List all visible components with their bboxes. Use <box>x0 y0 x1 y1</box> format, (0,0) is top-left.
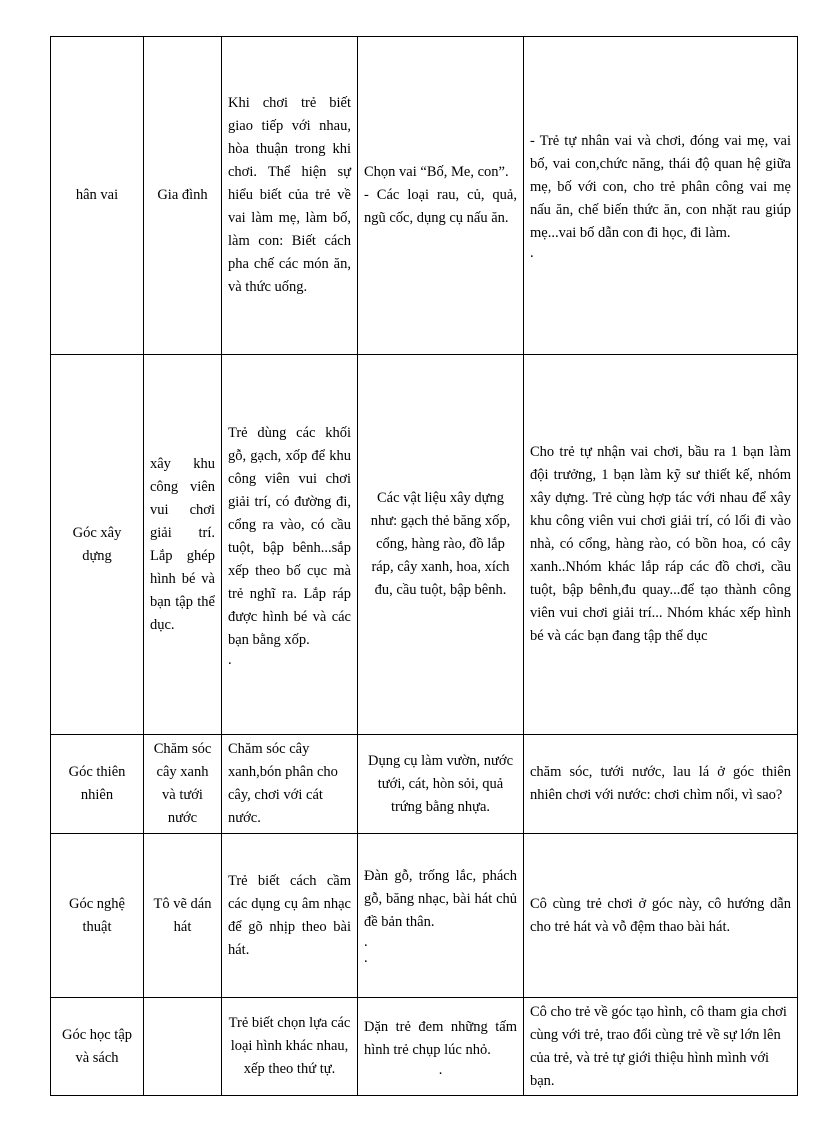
table-row <box>51 355 798 735</box>
materials-text: Đàn gỗ, trống lắc, phách gỗ, băng nhạc, bài hát chủ đề bản thân. <box>364 868 517 930</box>
materials-cell <box>358 998 524 1096</box>
goal-cell: Khi chơi trẻ biết giao tiếp với nhau, hòa thuận trong khi chơi. Thể hiện sự hiểu biết của trẻ về vai làm mẹ, làm bố, làm con: Biết cách pha chế các món ăn, và thức uống. <box>222 37 358 355</box>
table-row <box>51 834 798 998</box>
materials-line: - Các loại rau, củ, quả, ngũ cốc, dụng cụ nấu ăn. <box>364 187 517 226</box>
area-cell: Góc nghệ thuật <box>51 834 144 998</box>
goal-text: Trẻ dùng các khối gỗ, gạch, xốp để khu công viên vui chơi giải trí, có đường đi, cổng ra vào, có cầu tuột, bập bênh...sắp xếp theo bố cục mà trẻ nghĩ ra. Lắp ráp được hình bé và các bạn bằng xốp. <box>228 424 351 648</box>
theme-cell: xây khu công viên vui chơi giải trí. Lắp ghép hình bé và bạn tập thể dục. <box>144 355 222 735</box>
area-cell: Góc thiên nhiên <box>51 735 144 834</box>
goal-dot: . <box>228 651 232 668</box>
table-row <box>51 735 798 834</box>
activity-plan-table <box>50 36 798 1096</box>
theme-cell: Gia đình <box>144 37 222 355</box>
goal-cell: Trẻ biết cách cầm các dụng cụ âm nhạc để gõ nhịp theo bài hát. <box>222 834 358 998</box>
theme-cell: Chăm sóc cây xanh và tưới nước <box>144 735 222 834</box>
activity-cell: Cô cho trẻ về góc tạo hình, cô tham gia chơi cùng với trẻ, trao đổi cùng trẻ về sự lớn lên của trẻ, và trẻ tự giới thiệu hình mình với bạn. <box>524 998 798 1096</box>
theme-cell: Tô vẽ dán hát <box>144 834 222 998</box>
activity-text: - Trẻ tự nhân vai và chơi, đóng vai mẹ, vai bố, vai con,chức năng, thái độ quan hệ giữa mẹ, bố với con, cho trẻ phân công vai mẹ nấu ăn, chế biến thức ăn, con nhặt rau giúp mẹ...vai bố dẫn con đi học, đi làm. <box>530 133 791 241</box>
materials-cell <box>358 37 524 355</box>
activity-dot: . <box>530 245 534 261</box>
activity-cell: Cô cùng trẻ chơi ở góc này, cô hướng dẫn cho trẻ hát và vỗ đệm thao bài hát. <box>524 834 798 998</box>
goal-cell: Chăm sóc cây xanh,bón phân cho cây, chơi với cát nước. <box>222 735 358 834</box>
materials-cell <box>358 834 524 998</box>
materials-cell: Dụng cụ làm vườn, nước tưới, cát, hòn sỏi, quả trứng bằng nhựa. <box>358 735 524 834</box>
materials-dot: . <box>438 1061 443 1078</box>
area-cell: hân vai <box>51 37 144 355</box>
area-cell: Góc học tập và sách <box>51 998 144 1096</box>
activity-cell <box>524 37 798 355</box>
table-row <box>51 998 798 1096</box>
materials-cell: Các vật liệu xây dựng như: gạch thẻ băng xốp, cổng, hàng rào, đồ lắp ráp, cây xanh, hoa, xích đu, cầu tuột, bập bênh. <box>358 355 524 735</box>
area-cell: Góc xây dựng <box>51 355 144 735</box>
materials-dot: . <box>364 950 368 966</box>
materials-line: Chọn vai “Bố, Me, con”. <box>364 164 509 180</box>
goal-cell: Trẻ biết chọn lựa các loại hình khác nhau, xếp theo thứ tự. <box>222 998 358 1096</box>
activity-cell: Cho trẻ tự nhận vai chơi, bầu ra 1 bạn làm đội trưởng, 1 bạn làm kỹ sư thiết kế, nhóm xây dựng. Trẻ cùng hợp tác với nhau để xây khu công viên vui chơi giải trí, có lối đi vào nhà, có cổng, hàng rào, có bồn hoa, có cây xanh..Nhóm khác lắp ráp các đồ chơi, cầu tuột, bập bênh,đu quay...để tạo thành công viên vui chơi giải trí... Nhóm khác xếp hình bé và các bạn đang tập thể dục <box>524 355 798 735</box>
goal-cell <box>222 355 358 735</box>
materials-text: Dặn trẻ đem những tấm hình trẻ chụp lúc nhỏ. <box>364 1018 517 1058</box>
theme-cell <box>144 998 222 1096</box>
table-row <box>51 37 798 355</box>
activity-cell: chăm sóc, tưới nước, lau lá ở góc thiên nhiên chơi với nước: chơi chìm nổi, vì sao? <box>524 735 798 834</box>
materials-dot: . <box>364 934 368 950</box>
